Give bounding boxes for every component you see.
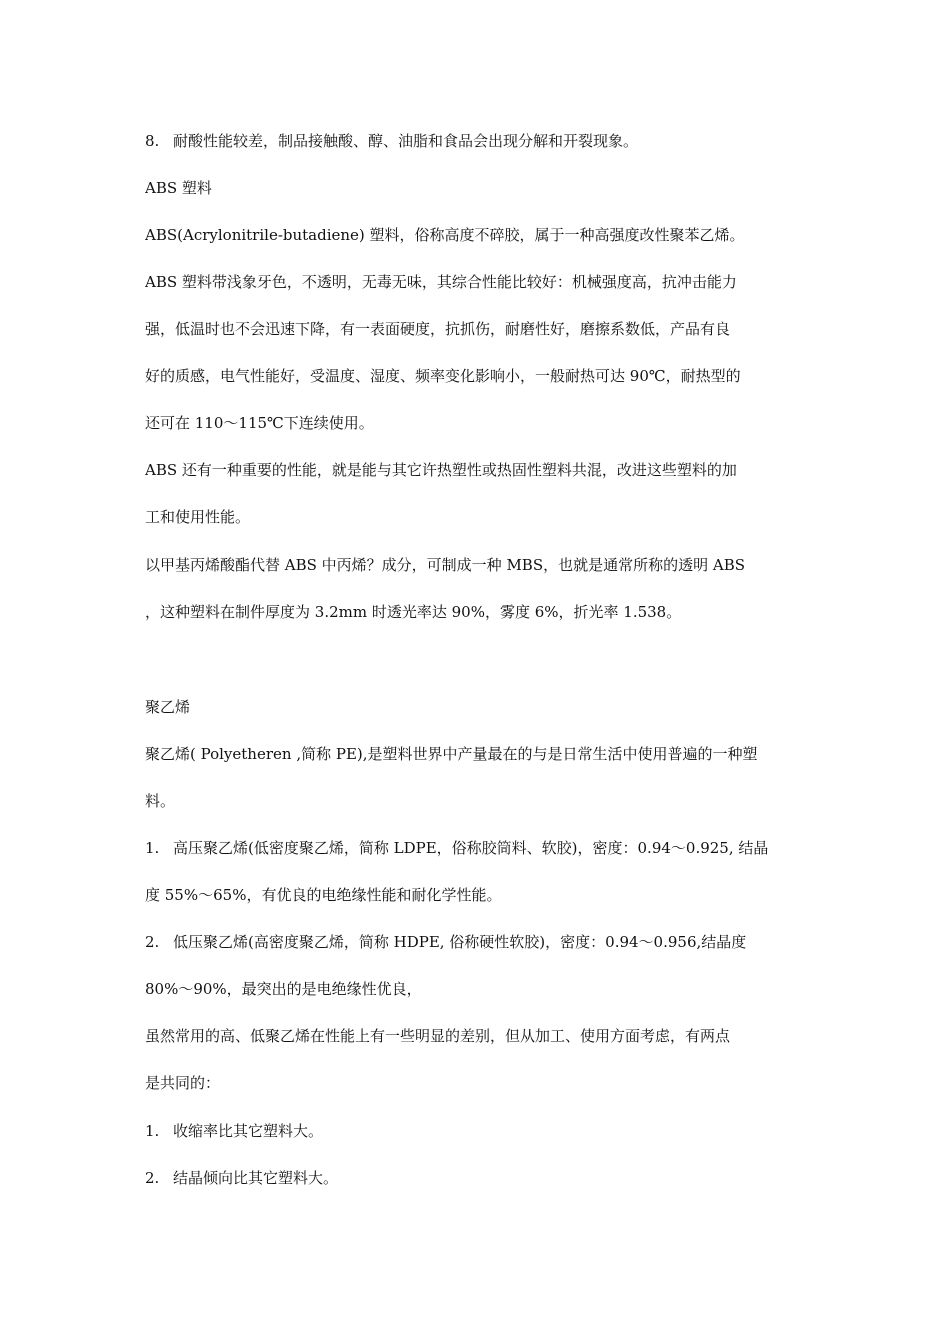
list-number: 2.: [145, 933, 160, 951]
paragraph-line: [145, 272, 815, 292]
paragraph-line: [145, 791, 815, 811]
paragraph-text: 耐酸性能较差，制品接触酸、醇、油脂和食品会出现分解和开裂现象。: [173, 132, 639, 150]
paragraph-text: 聚乙烯( Polyetheren ,简称 PE),是塑料世界中产量最在的与是日常生活中使用普遍的一种塑: [145, 745, 758, 763]
list-item: [145, 932, 815, 952]
paragraph-text: 80%～90%，最突出的是电绝缘性优良，: [145, 980, 422, 998]
list-number: 2.: [145, 1169, 160, 1187]
paragraph-line: [145, 1026, 815, 1046]
paragraph-text: 低压聚乙烯(高密度聚乙烯，简称 HDPE, 俗称硬性软胶)，密度：0.94～0.956,结晶度: [173, 933, 747, 951]
list-number: 1.: [145, 1122, 160, 1140]
heading-text: ABS 塑料: [145, 179, 212, 197]
paragraph-text: 工和使用性能。: [145, 508, 251, 526]
paragraph-text: 结晶倾向比其它塑料大。: [173, 1169, 339, 1187]
paragraph-line: [145, 507, 815, 527]
list-item: [145, 131, 815, 151]
paragraph-line: [145, 1073, 815, 1093]
paragraph-text: 以甲基丙烯酸酯代替 ABS 中丙烯？成分，可制成一种 MBS，也就是通常所称的透明 ABS: [145, 556, 745, 574]
paragraph-text: 强，低温时也不会迅速下降，有一表面硬度，抗抓伤，耐磨性好，磨擦系数低，产品有良: [145, 320, 731, 338]
paragraph-line: [145, 319, 815, 339]
paragraph-line: [145, 460, 815, 480]
paragraph-text: 度 55%～65%，有优良的电绝缘性能和耐化学性能。: [145, 886, 502, 904]
list-item: [145, 1121, 815, 1141]
paragraph-line: [145, 225, 815, 245]
paragraph-text: 料。: [145, 792, 176, 810]
paragraph-text: ABS 还有一种重要的性能，就是能与其它许热塑性或热固性塑料共混，改进这些塑料的加: [145, 461, 737, 479]
paragraph-line: [145, 413, 815, 433]
paragraph-text: 高压聚乙烯(低密度聚乙烯，简称 LDPE，俗称胶筒料、软胶)，密度：0.94～0.925, 结晶: [173, 839, 769, 857]
list-number: 8.: [145, 132, 160, 150]
heading-text: 聚乙烯: [145, 698, 191, 716]
section-heading-pe: [145, 697, 815, 717]
list-item: [145, 838, 815, 858]
paragraph-text: 收缩率比其它塑料大。: [173, 1122, 324, 1140]
paragraph-line: [145, 602, 815, 622]
paragraph-text: 虽然常用的高、低聚乙烯在性能上有一些明显的差别，但从加工、使用方面考虑，有两点: [145, 1027, 731, 1045]
paragraph-line: [145, 744, 815, 764]
paragraph-line: [145, 885, 815, 905]
list-item: [145, 1168, 815, 1188]
paragraph-text: 是共同的：: [145, 1074, 221, 1092]
paragraph-line: [145, 979, 815, 999]
paragraph-line: [145, 366, 815, 386]
paragraph-line: [145, 555, 815, 575]
section-heading-abs: [145, 178, 815, 198]
paragraph-text: ABS(Acrylonitrile-butadiene) 塑料，俗称高度不碎胶，属于一种高强度改性聚苯乙烯。: [145, 226, 745, 244]
list-number: 1.: [145, 839, 160, 857]
paragraph-text: 还可在 110～115℃下连续使用。: [145, 414, 374, 432]
paragraph-text: ABS 塑料带浅象牙色，不透明，无毒无味，其综合性能比较好：机械强度高，抗冲击能力: [145, 273, 737, 291]
paragraph-text: 好的质感，电气性能好，受温度、湿度、频率变化影响小，一般耐热可达 90℃，耐热型的: [145, 367, 741, 385]
paragraph-text: ，这种塑料在制件厚度为 3.2mm 时透光率达 90%，雾度 6%，折光率 1.538。: [145, 603, 682, 621]
